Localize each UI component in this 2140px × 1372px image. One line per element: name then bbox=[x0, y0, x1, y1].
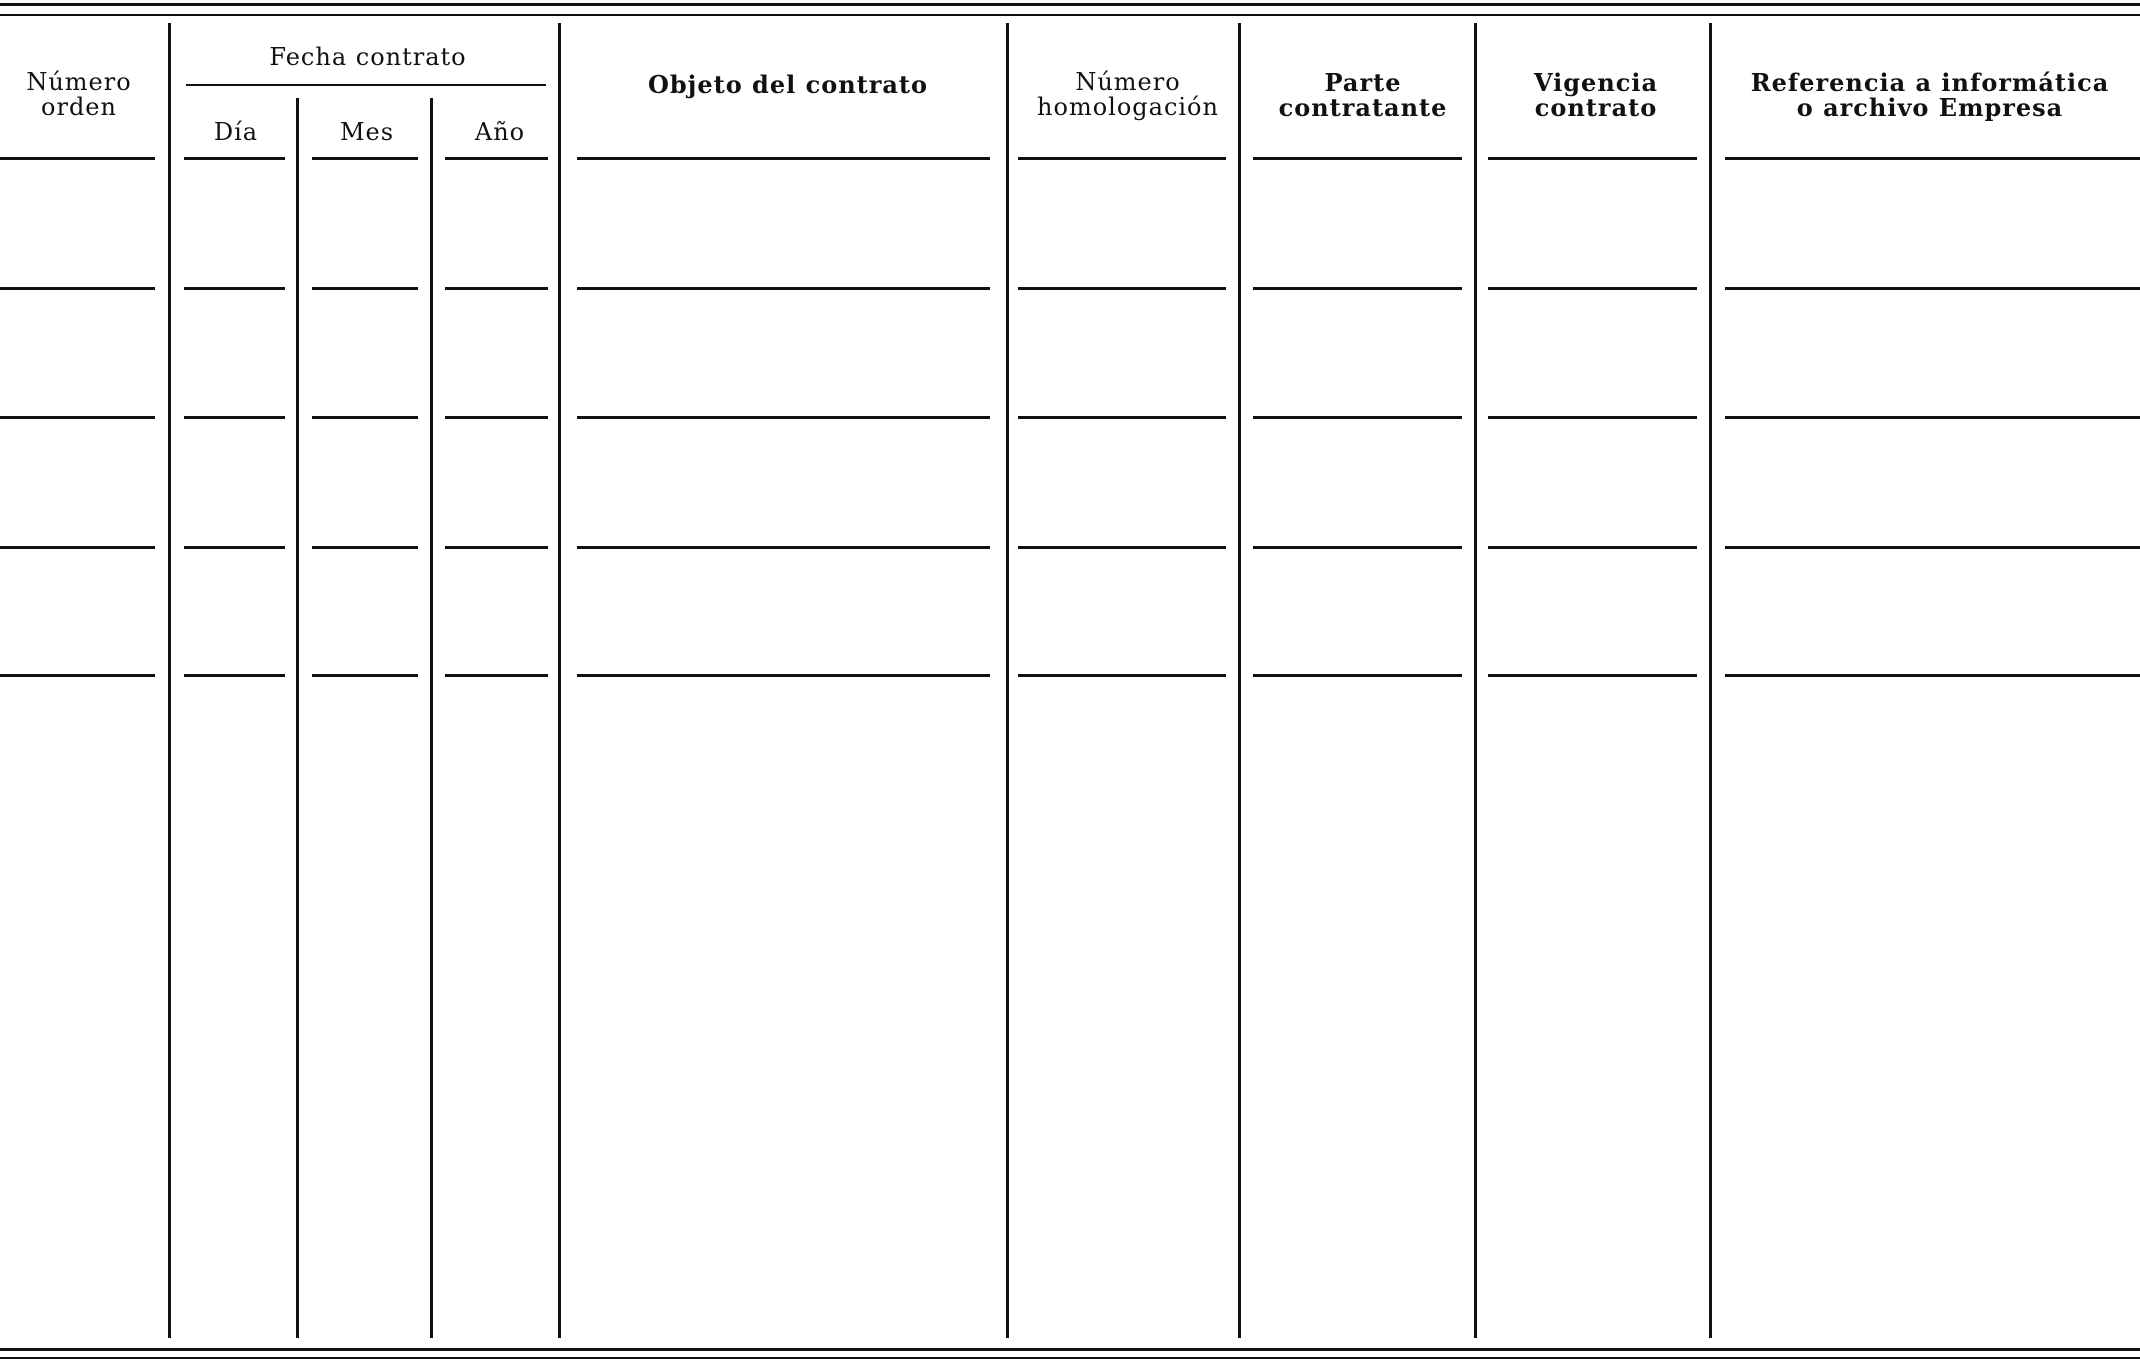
row-rule bbox=[445, 674, 548, 677]
column-divider bbox=[168, 23, 171, 1338]
row-rule bbox=[1725, 546, 2140, 549]
row-rule bbox=[1018, 674, 1226, 677]
top-rule bbox=[0, 14, 2140, 16]
row-rule bbox=[1488, 416, 1697, 419]
row-rule bbox=[0, 674, 155, 677]
row-rule bbox=[1253, 287, 1462, 290]
row-rule bbox=[1253, 157, 1462, 160]
row-rule bbox=[1253, 546, 1462, 549]
header-line: orden bbox=[41, 93, 117, 121]
row-rule bbox=[577, 546, 990, 549]
row-rule bbox=[1018, 416, 1226, 419]
row-rule bbox=[1253, 674, 1462, 677]
header-line: Número bbox=[26, 68, 132, 96]
row-rule bbox=[1725, 287, 2140, 290]
row-rule bbox=[0, 546, 155, 549]
header-line: contrato bbox=[1534, 93, 1658, 122]
row-rule bbox=[1725, 674, 2140, 677]
header-anio: Año bbox=[474, 118, 526, 146]
header-line: Vigencia bbox=[1533, 68, 1659, 97]
header-line: Parte bbox=[1324, 68, 1402, 97]
header-line: homologación bbox=[1037, 93, 1219, 121]
top-rule bbox=[0, 3, 2140, 6]
row-rule bbox=[1018, 157, 1226, 160]
header-referencia bbox=[1751, 70, 2110, 120]
row-rule bbox=[312, 674, 418, 677]
row-rule bbox=[0, 416, 155, 419]
fecha-underline bbox=[186, 84, 546, 86]
row-rule bbox=[1488, 157, 1697, 160]
bottom-rule bbox=[0, 1348, 2140, 1351]
header-dia: Día bbox=[213, 118, 259, 146]
row-rule bbox=[312, 287, 418, 290]
row-rule bbox=[184, 674, 285, 677]
row-rule bbox=[184, 546, 285, 549]
column-divider bbox=[296, 98, 299, 1338]
column-divider bbox=[1474, 23, 1477, 1338]
row-rule bbox=[1488, 546, 1697, 549]
row-rule bbox=[577, 287, 990, 290]
bottom-rule bbox=[0, 1357, 2140, 1359]
header-parte bbox=[1279, 70, 1448, 120]
header-numero-orden bbox=[26, 70, 131, 120]
header-line: Referencia a informática bbox=[1750, 68, 2110, 97]
header-objeto: Objeto del contrato bbox=[647, 70, 929, 99]
row-rule bbox=[577, 674, 990, 677]
row-rule bbox=[184, 157, 285, 160]
header-line: Número bbox=[1075, 68, 1181, 96]
row-rule bbox=[1725, 157, 2140, 160]
row-rule bbox=[0, 287, 155, 290]
row-rule bbox=[445, 287, 548, 290]
column-divider bbox=[1709, 23, 1712, 1338]
row-rule bbox=[1725, 416, 2140, 419]
row-rule bbox=[312, 157, 418, 160]
row-rule bbox=[445, 157, 548, 160]
row-rule bbox=[577, 416, 990, 419]
column-divider bbox=[558, 23, 561, 1338]
row-rule bbox=[184, 416, 285, 419]
column-divider bbox=[1238, 23, 1241, 1338]
row-rule bbox=[312, 416, 418, 419]
column-divider bbox=[430, 98, 433, 1338]
header-vigencia bbox=[1534, 70, 1658, 120]
row-rule bbox=[1018, 287, 1226, 290]
row-rule bbox=[1018, 546, 1226, 549]
row-rule bbox=[1253, 416, 1462, 419]
row-rule bbox=[312, 546, 418, 549]
row-rule bbox=[184, 287, 285, 290]
header-homologacion bbox=[1037, 70, 1219, 120]
row-rule bbox=[577, 157, 990, 160]
row-rule bbox=[0, 157, 155, 160]
row-rule bbox=[1488, 674, 1697, 677]
row-rule bbox=[445, 416, 548, 419]
row-rule bbox=[1488, 287, 1697, 290]
column-divider bbox=[1006, 23, 1009, 1338]
header-mes: Mes bbox=[339, 118, 395, 146]
header-line: o archivo Empresa bbox=[1796, 93, 2064, 122]
header-fecha-contrato: Fecha contrato bbox=[269, 43, 467, 71]
header-line: contratante bbox=[1278, 93, 1448, 122]
row-rule bbox=[445, 546, 548, 549]
